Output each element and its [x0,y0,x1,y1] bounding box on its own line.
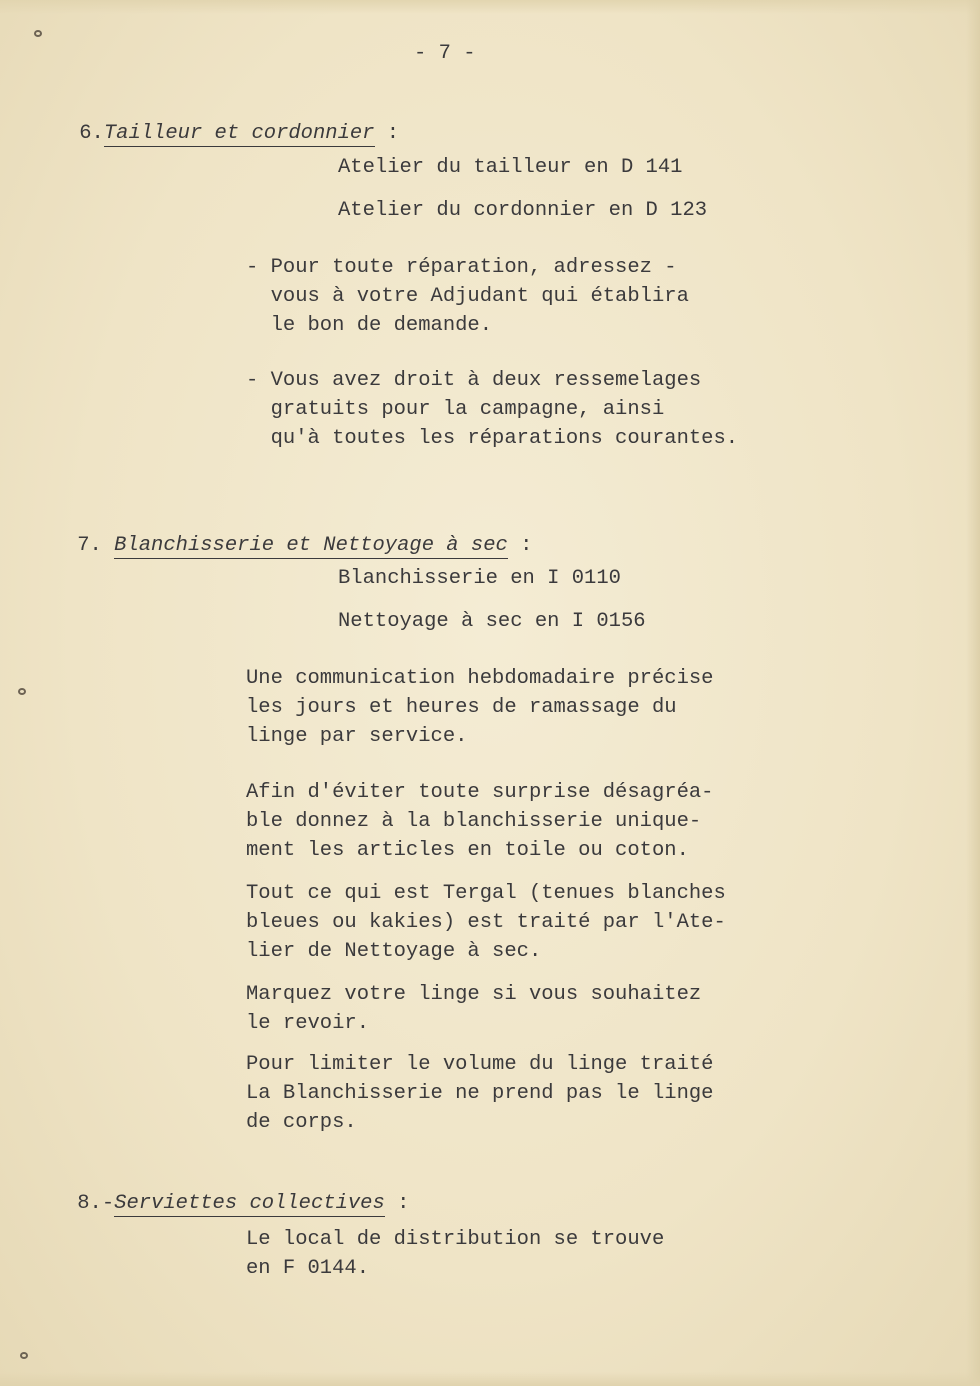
location-tailleur: Atelier du tailleur en D 141 [338,156,683,179]
location-blanchisserie: Blanchisserie en I 0110 [338,567,621,590]
text-line: qu'à toutes les réparations courantes. [246,427,739,450]
paragraph-surprise [246,778,713,865]
text-line: gratuits pour la campagne, ainsi [246,398,665,421]
paragraph-communication [246,664,713,751]
text-line: ment les articles en toile ou coton. [246,839,689,862]
paragraph-local [246,1225,664,1283]
text-line: Le local de distribution se trouve [246,1228,665,1251]
text-line: lier de Nettoyage à sec. [246,940,542,963]
section-7-number: 7 [77,534,90,557]
text-line: Une communication hebdomadaire précise [246,667,714,690]
text-line: - Vous avez droit à deux ressemelages [246,369,702,392]
paper-edge-top [0,0,980,14]
section-8-separator: .- [89,1192,115,1215]
section-8-number: 8 [77,1192,90,1215]
text-line: de corps. [246,1111,357,1134]
text-line: linge par service. [246,725,468,748]
text-line: Marquez votre linge si vous souhaitez [246,983,702,1006]
paragraph-volume [246,1050,713,1137]
text-line: le bon de demande. [246,314,493,337]
text-line: vous à votre Adjudant qui établira [246,285,689,308]
section-6-number: 6 [79,122,92,145]
text-line: Pour limiter le volume du linge traité [246,1053,714,1076]
text-line: ble donnez à la blanchisserie unique- [246,810,702,833]
text-line: Afin d'éviter toute surprise désagréa- [246,781,714,804]
section-6-suffix: : [374,122,400,145]
paper-edge-right [966,0,980,1386]
section-8-title: Serviettes collectives [114,1192,385,1215]
section-7-title: Blanchisserie et Nettoyage à sec [114,534,508,557]
section-6-separator: . [91,122,104,145]
section-8-suffix: : [384,1192,410,1215]
section-7-suffix: : [507,534,533,557]
paper-edge-bottom [0,1372,980,1386]
location-cordonnier: Atelier du cordonnier en D 123 [338,199,708,222]
punch-hole-mark [34,30,42,37]
text-line: - Pour toute réparation, adressez - [246,256,677,279]
text-line: bleues ou kakies) est traité par l'Ate- [246,911,726,934]
punch-hole-mark [18,688,26,695]
text-line: les jours et heures de ramassage du [246,696,677,719]
punch-hole-mark [20,1352,28,1359]
location-nettoyage: Nettoyage à sec en I 0156 [338,610,646,633]
section-7-separator: . [89,534,115,557]
text-line: La Blanchisserie ne prend pas le linge [246,1082,714,1105]
section-6-title: Tailleur et cordonnier [103,122,375,145]
text-line: le revoir. [246,1012,370,1035]
page-number: - 7 - [414,42,476,65]
text-line: en F 0144. [246,1257,370,1280]
bullet-ressemelages [246,366,738,453]
paragraph-tergal [246,879,726,966]
paragraph-marquez [246,980,701,1038]
bullet-reparation [246,253,689,340]
text-line: Tout ce qui est Tergal (tenues blanches [246,882,726,905]
